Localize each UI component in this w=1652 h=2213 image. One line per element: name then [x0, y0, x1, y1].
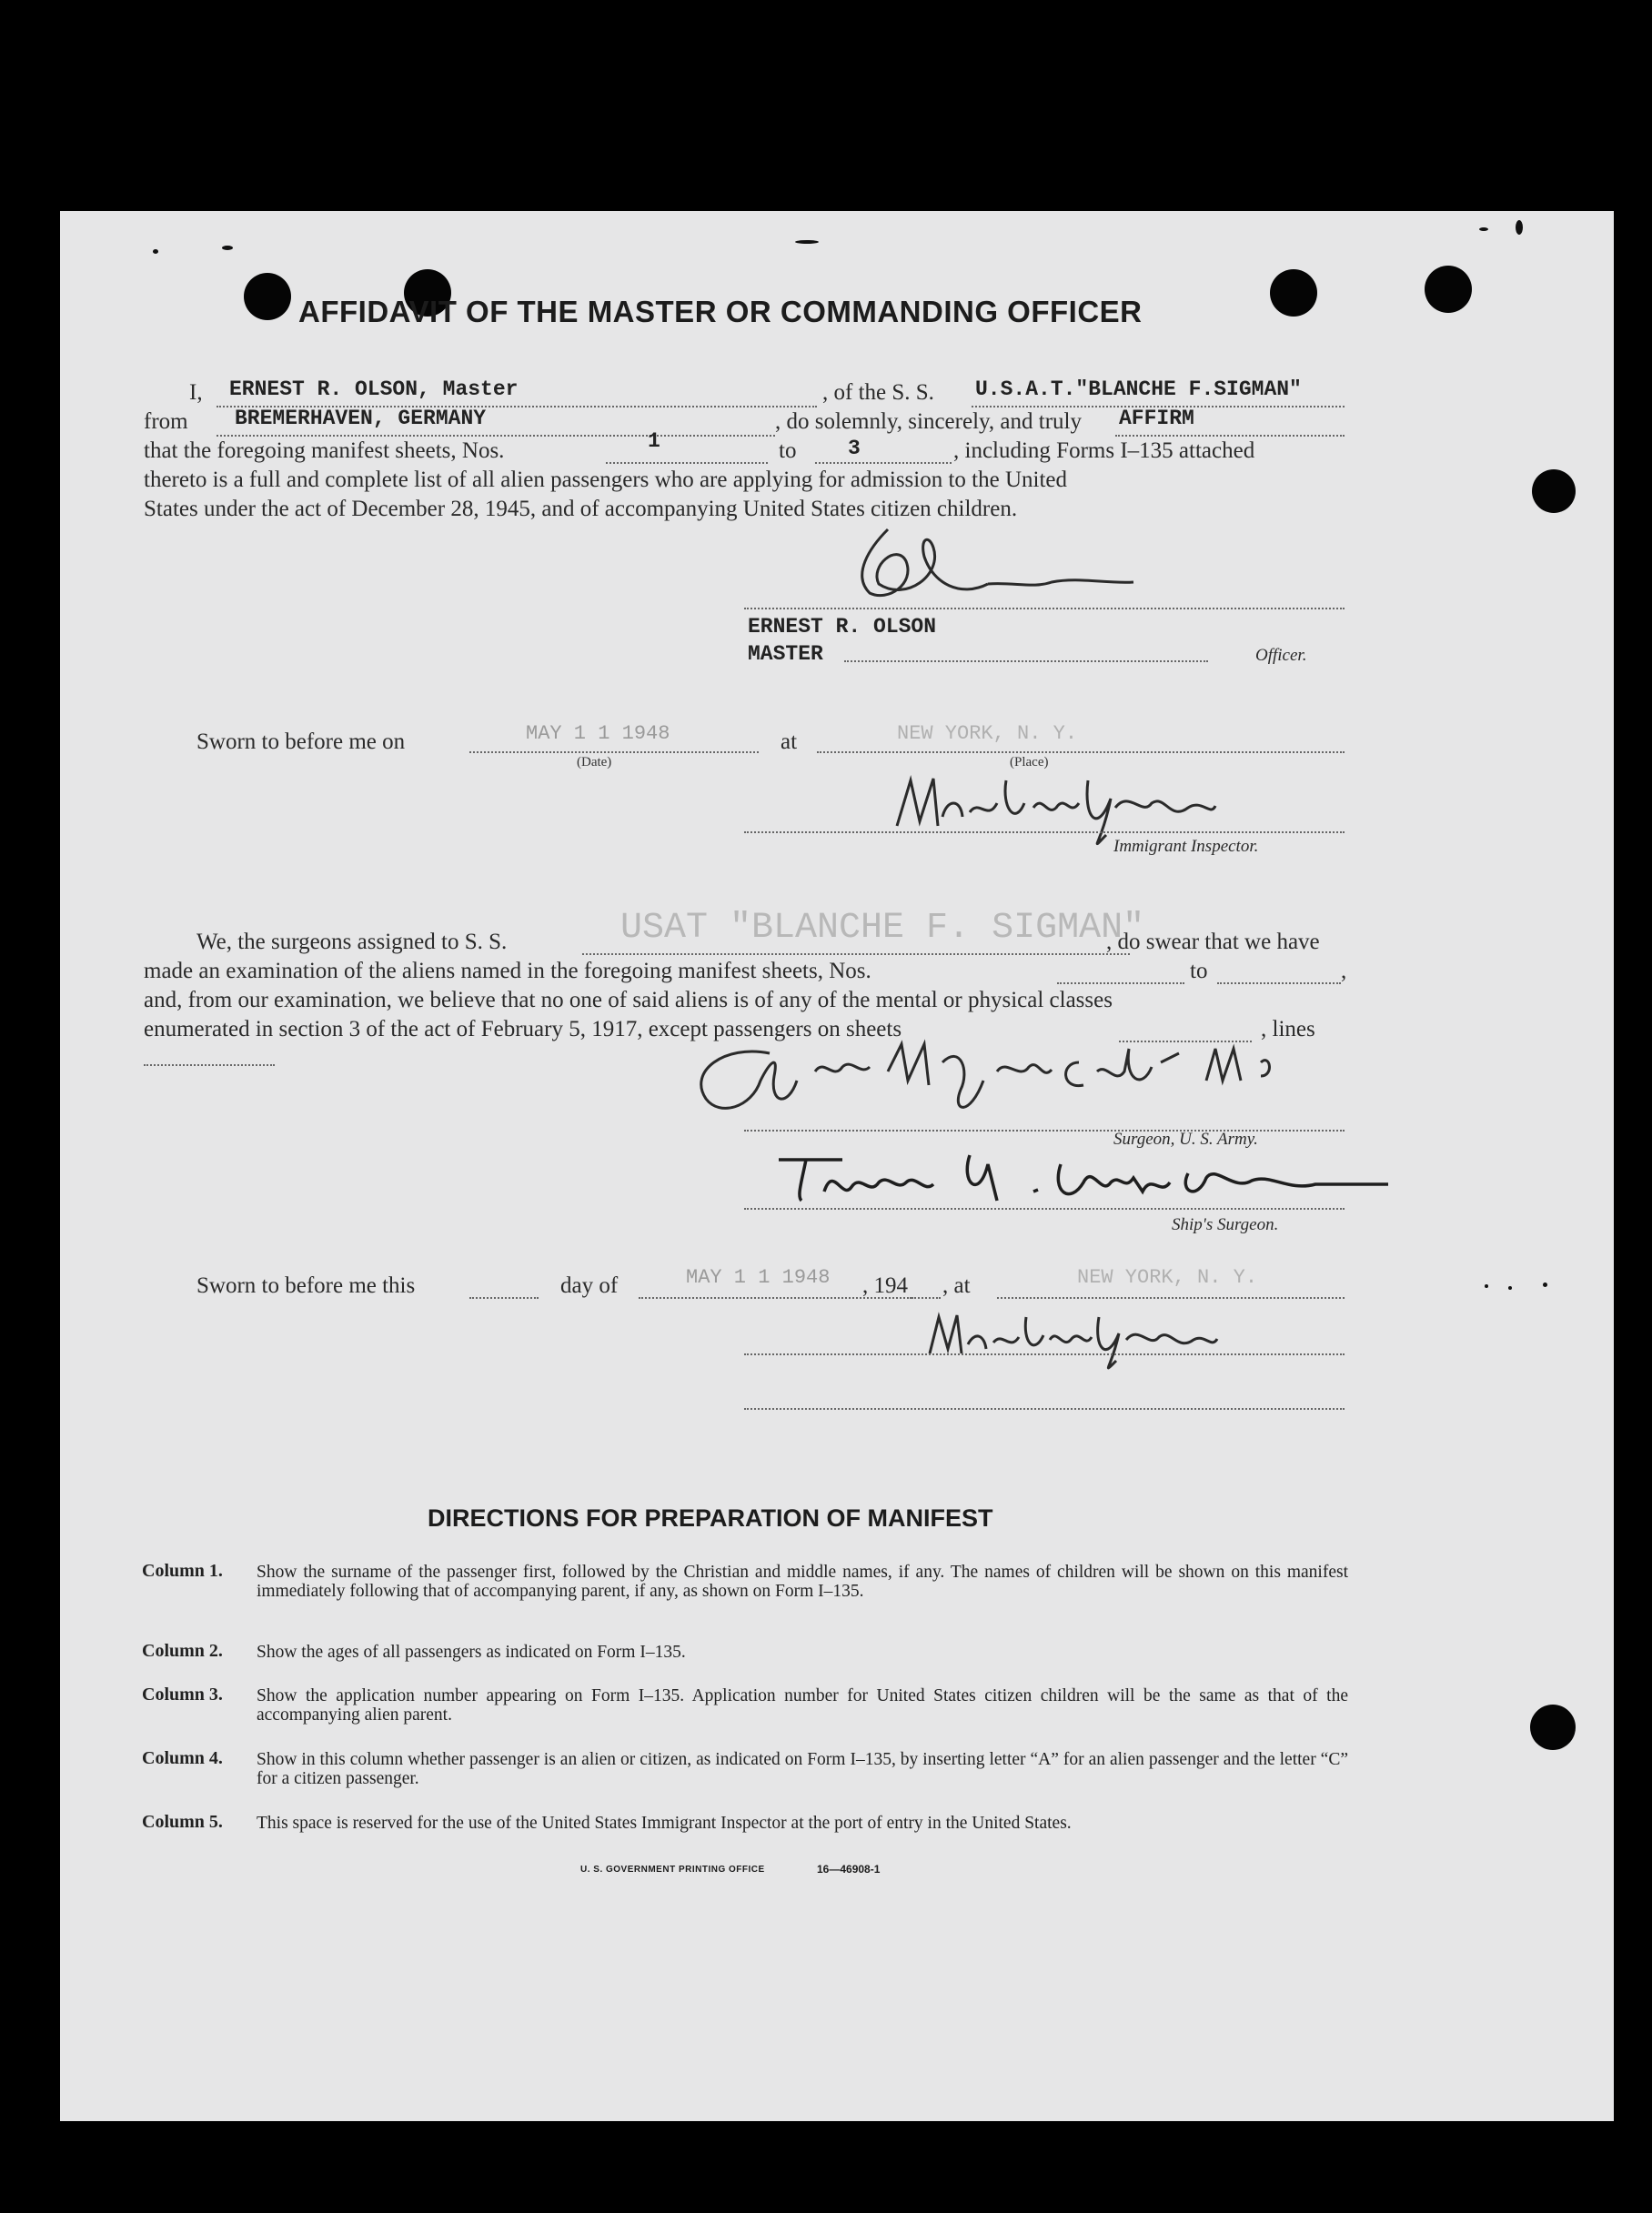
surgeons-line-1-suffix: , do swear that we have [1106, 930, 1320, 954]
scan-speck [1485, 1284, 1488, 1288]
signer-name: ERNEST R. OLSON [748, 615, 937, 639]
ship-name: U.S.A.T."BLANCHE F.SIGMAN" [975, 377, 1302, 401]
inspector-label: Immigrant Inspector. [1113, 837, 1259, 856]
column-4-label: Column 4. [142, 1748, 223, 1768]
sworn-second-year: , 194 [862, 1273, 908, 1298]
officer-label: Officer. [1255, 646, 1307, 665]
surgeons-nos-line [1057, 982, 1184, 984]
ship-surgeon-line [744, 1208, 1345, 1210]
sworn-second-day-line [469, 1297, 539, 1299]
surgeons-line-4-end: , lines [1261, 1017, 1315, 1041]
ship-surgeon-signature [761, 1137, 1415, 1219]
document-page [60, 211, 1614, 2121]
officer-line [844, 660, 1208, 662]
surgeons-line-2-comma: , [1341, 959, 1347, 983]
inspector-signature-2 [912, 1299, 1239, 1372]
scan-speck [1543, 1283, 1547, 1287]
surgeons-line-1-prefix: We, the surgeons assigned to S. S. [196, 930, 508, 954]
scan-speck [1479, 227, 1488, 231]
army-surgeon-signature [670, 1026, 1325, 1144]
sheets-label: that the foregoing manifest sheets, Nos. [144, 438, 505, 463]
sworn-first-place-line [817, 751, 1345, 753]
column-2-text: Show the ages of all passengers as indicated on Form I–135. [257, 1643, 686, 1662]
sheet-to: 3 [848, 437, 861, 460]
surgeons-line-2: made an examination of the aliens named in the foregoing manifest sheets, Nos. [144, 959, 871, 983]
scan-speck [795, 240, 819, 244]
from-place: BREMERHAVEN, GERMANY [235, 407, 487, 430]
i-prefix: I, [189, 380, 203, 405]
sworn-first-place-stamp: NEW YORK, N. Y. [897, 722, 1078, 745]
scan-speck [222, 246, 233, 250]
sworn-second-label: Sworn to before me this [196, 1273, 416, 1298]
sheet-to-line [815, 462, 952, 464]
affidavit-line-4: thereto is a full and complete list of all alien passengers who are applying for admission to the United [144, 468, 1068, 492]
punch-hole [244, 273, 291, 320]
affidavit-line-5: States under the act of December 28, 1945, and of accompanying United States citizen children. [144, 497, 1018, 521]
inspector-line-2 [744, 1353, 1345, 1355]
directions-title: DIRECTIONS FOR PREPARATION OF MANIFEST [428, 1504, 993, 1532]
ship-surgeon-label: Ship's Surgeon. [1172, 1215, 1279, 1234]
from-label: from [144, 409, 188, 434]
column-4-text: Show in this column whether passenger is an alien or citizen, as indicated on Form I–135, by inserting letter “A” for an alien passenger and the letter “C” for a citizen passenger. [257, 1750, 1348, 1788]
signer-title: MASTER [748, 642, 823, 666]
scan-speck [153, 249, 158, 254]
punch-hole [1530, 1705, 1576, 1750]
master-signature-line [744, 608, 1345, 609]
column-1-text: Show the surname of the passenger first, followed by the Christian and middle names, if any. The names of children will be shown on this manifest immediately following that of accompanying parent, if any, as shown on Form I–135. [257, 1563, 1348, 1601]
sworn-first-date-line [469, 751, 759, 753]
inspector-line-3 [744, 1408, 1345, 1410]
column-3-label: Column 3. [142, 1685, 223, 1705]
scan-speck [1508, 1286, 1512, 1290]
sworn-second-day-label: day of [560, 1273, 619, 1298]
of-ss-label: , of the S. S. [822, 380, 934, 405]
sworn-first-at: at [781, 729, 798, 754]
master-name: ERNEST R. OLSON, Master [229, 377, 519, 401]
affidavit-title: AFFIDAVIT OF THE MASTER OR COMMANDING OFFICER [298, 295, 1143, 328]
sworn-second-at: , at [942, 1273, 971, 1298]
sheet-from: 1 [648, 429, 660, 453]
footer-printing-office: U. S. GOVERNMENT PRINTING OFFICE [580, 1865, 765, 1875]
punch-hole [1425, 266, 1472, 313]
sworn-second-place-stamp: NEW YORK, N. Y. [1077, 1266, 1258, 1289]
surgeons-ship-line [582, 953, 1130, 955]
sworn-first-date-stamp: MAY 1 1 1948 [526, 722, 670, 745]
column-2-label: Column 2. [142, 1641, 223, 1661]
surgeons-line-3: and, from our examination, we believe that no one of said aliens is of any of the mental or physical classes [144, 988, 1113, 1012]
column-3-text: Show the application number appearing on Form I–135. Application number for United States citizen children will be the same as that of the accompanying alien parent. [257, 1686, 1348, 1725]
punch-hole [1532, 469, 1576, 513]
sworn-first-label: Sworn to before me on [196, 729, 406, 754]
surgeons-line-2-to: to [1190, 959, 1208, 983]
affirm-label: , do solemnly, sincerely, and truly [775, 409, 1082, 434]
affirm-line [1115, 435, 1345, 437]
footer-form-code: 16—46908-1 [817, 1863, 881, 1876]
forms-label: , including Forms I–135 attached [953, 438, 1255, 463]
from-place-line [217, 435, 775, 437]
surgeons-line-4: enumerated in section 3 of the act of February 5, 1917, except passengers on sheets [144, 1017, 902, 1041]
place-caption: (Place) [1010, 755, 1049, 770]
sworn-second-date-stamp: MAY 1 1 1948 [686, 1266, 831, 1289]
inspector-line [744, 831, 1345, 833]
surgeons-ship-stamp: USAT "BLANCHE F. SIGMAN" [620, 908, 1145, 949]
master-signature [833, 511, 1215, 620]
to-label: to [779, 438, 797, 463]
affirm-value: AFFIRM [1119, 407, 1194, 430]
date-caption: (Date) [577, 755, 612, 770]
surgeons-to-line [1217, 982, 1341, 984]
army-surgeon-label: Surgeon, U. S. Army. [1113, 1130, 1258, 1149]
column-5-text: This space is reserved for the use of the United States Immigrant Inspector at the port of entry in the United States. [257, 1814, 1072, 1833]
column-5-label: Column 5. [142, 1812, 223, 1832]
column-1-label: Column 1. [142, 1561, 223, 1581]
scan-speck [1516, 220, 1523, 235]
sheet-from-line [606, 462, 768, 464]
surgeons-lines-line [144, 1064, 275, 1066]
punch-hole [1270, 269, 1317, 317]
